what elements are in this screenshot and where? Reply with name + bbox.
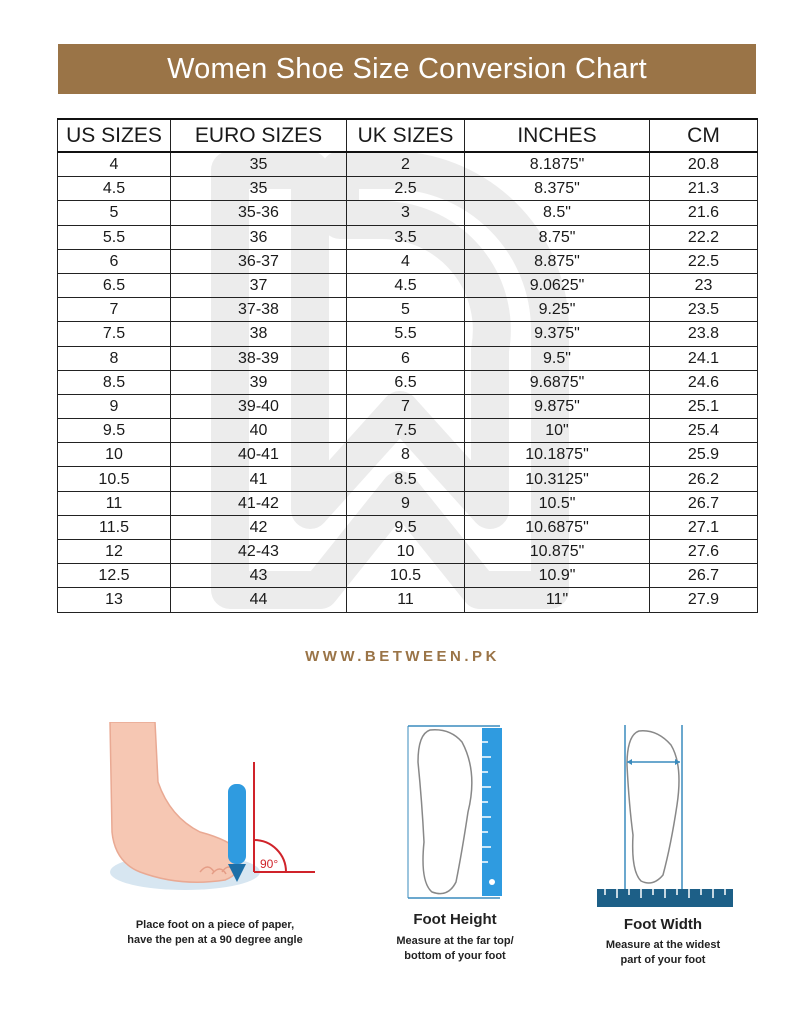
cell-inches: 10.6875" bbox=[465, 515, 650, 539]
cell-euro-size: 41 bbox=[171, 467, 347, 491]
foot-height-title: Foot Height bbox=[413, 911, 497, 928]
cell-inches: 10.5" bbox=[465, 491, 650, 515]
cell-uk-size: 6 bbox=[347, 346, 465, 370]
foot-outline-icon bbox=[418, 730, 472, 894]
cell-cm: 23.8 bbox=[650, 322, 758, 346]
cell-us-size: 11 bbox=[58, 491, 171, 515]
cell-us-size: 13 bbox=[58, 588, 171, 612]
cell-euro-size: 40 bbox=[171, 419, 347, 443]
cell-inches: 10" bbox=[465, 419, 650, 443]
cell-inches: 8.875" bbox=[465, 249, 650, 273]
step2-caption: Measure at the far top/ bottom of your foot bbox=[396, 935, 514, 962]
foot-and-pen-illustration bbox=[100, 722, 320, 902]
cell-cm: 21.3 bbox=[650, 177, 758, 201]
cell-inches: 9.5" bbox=[465, 346, 650, 370]
cell-inches: 9.375" bbox=[465, 322, 650, 346]
table-row bbox=[58, 346, 758, 370]
cell-cm: 22.5 bbox=[650, 249, 758, 273]
cell-uk-size: 9.5 bbox=[347, 515, 465, 539]
cell-uk-size: 4.5 bbox=[347, 273, 465, 297]
cell-cm: 23 bbox=[650, 273, 758, 297]
size-conversion-table bbox=[57, 118, 758, 613]
cell-euro-size: 37 bbox=[171, 273, 347, 297]
table-row bbox=[58, 152, 758, 177]
cell-uk-size: 9 bbox=[347, 491, 465, 515]
cell-euro-size: 44 bbox=[171, 588, 347, 612]
table-row bbox=[58, 394, 758, 418]
cell-uk-size: 11 bbox=[347, 588, 465, 612]
foot-icon bbox=[110, 722, 241, 882]
cell-us-size: 7.5 bbox=[58, 322, 171, 346]
table-row bbox=[58, 564, 758, 588]
cell-cm: 25.4 bbox=[650, 419, 758, 443]
cell-inches: 8.5" bbox=[465, 201, 650, 225]
header-euro-sizes: EURO SIZES bbox=[171, 119, 347, 152]
cell-us-size: 12 bbox=[58, 540, 171, 564]
cell-inches: 8.1875" bbox=[465, 152, 650, 177]
cell-us-size: 10 bbox=[58, 443, 171, 467]
foot-outline-icon bbox=[627, 731, 679, 883]
table-row bbox=[58, 225, 758, 249]
header-cm: CM bbox=[650, 119, 758, 152]
cell-euro-size: 40-41 bbox=[171, 443, 347, 467]
cell-uk-size: 7 bbox=[347, 394, 465, 418]
cell-us-size: 6 bbox=[58, 249, 171, 273]
title-banner bbox=[58, 44, 756, 94]
cell-us-size: 6.5 bbox=[58, 273, 171, 297]
cell-cm: 20.8 bbox=[650, 152, 758, 177]
cell-inches: 11" bbox=[465, 588, 650, 612]
table-row bbox=[58, 419, 758, 443]
foot-height-illustration bbox=[400, 722, 510, 902]
cell-inches: 10.875" bbox=[465, 540, 650, 564]
cell-us-size: 9.5 bbox=[58, 419, 171, 443]
table-row bbox=[58, 273, 758, 297]
cell-cm: 21.6 bbox=[650, 201, 758, 225]
cell-inches: 10.9" bbox=[465, 564, 650, 588]
cell-uk-size: 5.5 bbox=[347, 322, 465, 346]
cell-cm: 23.5 bbox=[650, 298, 758, 322]
cell-cm: 24.1 bbox=[650, 346, 758, 370]
cell-euro-size: 38-39 bbox=[171, 346, 347, 370]
cell-inches: 9.0625" bbox=[465, 273, 650, 297]
header-uk-sizes: UK SIZES bbox=[347, 119, 465, 152]
cell-euro-size: 36 bbox=[171, 225, 347, 249]
website-url: WWW.BETWEEN.PK bbox=[305, 648, 500, 665]
cell-cm: 26.2 bbox=[650, 467, 758, 491]
table-row bbox=[58, 201, 758, 225]
cell-inches: 9.875" bbox=[465, 394, 650, 418]
angle-label: 90° bbox=[260, 857, 279, 871]
cell-inches: 9.6875" bbox=[465, 370, 650, 394]
cell-euro-size: 38 bbox=[171, 322, 347, 346]
cell-euro-size: 35-36 bbox=[171, 201, 347, 225]
cell-euro-size: 35 bbox=[171, 152, 347, 177]
cell-euro-size: 43 bbox=[171, 564, 347, 588]
cell-cm: 26.7 bbox=[650, 564, 758, 588]
ruler-icon bbox=[482, 728, 502, 896]
cell-us-size: 4.5 bbox=[58, 177, 171, 201]
cell-euro-size: 41-42 bbox=[171, 491, 347, 515]
table-row bbox=[58, 177, 758, 201]
table-row bbox=[58, 467, 758, 491]
cell-euro-size: 35 bbox=[171, 177, 347, 201]
cell-cm: 27.6 bbox=[650, 540, 758, 564]
table-row bbox=[58, 249, 758, 273]
cell-uk-size: 8.5 bbox=[347, 467, 465, 491]
step1-caption: Place foot on a piece of paper, have the pen at a 90 degree angle bbox=[127, 919, 303, 946]
cell-uk-size: 4 bbox=[347, 249, 465, 273]
foot-width-title: Foot Width bbox=[623, 916, 703, 933]
cell-us-size: 5.5 bbox=[58, 225, 171, 249]
cell-us-size: 12.5 bbox=[58, 564, 171, 588]
cell-us-size: 8.5 bbox=[58, 370, 171, 394]
cell-inches: 8.75" bbox=[465, 225, 650, 249]
header-inches: INCHES bbox=[465, 119, 650, 152]
cell-uk-size: 6.5 bbox=[347, 370, 465, 394]
cell-us-size: 7 bbox=[58, 298, 171, 322]
cell-euro-size: 36-37 bbox=[171, 249, 347, 273]
table-row bbox=[58, 443, 758, 467]
cell-us-size: 10.5 bbox=[58, 467, 171, 491]
cell-uk-size: 2 bbox=[347, 152, 465, 177]
cell-euro-size: 42 bbox=[171, 515, 347, 539]
cell-cm: 27.1 bbox=[650, 515, 758, 539]
table-row bbox=[58, 322, 758, 346]
cell-us-size: 8 bbox=[58, 346, 171, 370]
cell-us-size: 5 bbox=[58, 201, 171, 225]
cell-euro-size: 37-38 bbox=[171, 298, 347, 322]
cell-cm: 24.6 bbox=[650, 370, 758, 394]
pen-icon bbox=[228, 784, 246, 864]
cell-euro-size: 42-43 bbox=[171, 540, 347, 564]
cell-us-size: 9 bbox=[58, 394, 171, 418]
foot-width-illustration bbox=[595, 725, 735, 907]
cell-uk-size: 7.5 bbox=[347, 419, 465, 443]
step3-caption: Measure at the widest part of your foot bbox=[605, 939, 721, 966]
cell-inches: 10.1875" bbox=[465, 443, 650, 467]
cell-us-size: 4 bbox=[58, 152, 171, 177]
cell-euro-size: 39 bbox=[171, 370, 347, 394]
table-row bbox=[58, 491, 758, 515]
table-row bbox=[58, 370, 758, 394]
cell-euro-size: 39-40 bbox=[171, 394, 347, 418]
cell-inches: 8.375" bbox=[465, 177, 650, 201]
cell-uk-size: 3.5 bbox=[347, 225, 465, 249]
cell-inches: 10.3125" bbox=[465, 467, 650, 491]
table-row bbox=[58, 298, 758, 322]
cell-uk-size: 5 bbox=[347, 298, 465, 322]
table-row bbox=[58, 515, 758, 539]
cell-cm: 22.2 bbox=[650, 225, 758, 249]
cell-inches: 9.25" bbox=[465, 298, 650, 322]
cell-uk-size: 10.5 bbox=[347, 564, 465, 588]
cell-uk-size: 10 bbox=[347, 540, 465, 564]
cell-cm: 26.7 bbox=[650, 491, 758, 515]
cell-uk-size: 3 bbox=[347, 201, 465, 225]
cell-uk-size: 2.5 bbox=[347, 177, 465, 201]
cell-us-size: 11.5 bbox=[58, 515, 171, 539]
header-us-sizes: US SIZES bbox=[58, 119, 171, 152]
cell-cm: 25.1 bbox=[650, 394, 758, 418]
table-row bbox=[58, 588, 758, 612]
table-header-row bbox=[58, 119, 758, 152]
cell-cm: 27.9 bbox=[650, 588, 758, 612]
table-row bbox=[58, 540, 758, 564]
table-body bbox=[58, 152, 758, 612]
cell-uk-size: 8 bbox=[347, 443, 465, 467]
cell-cm: 25.9 bbox=[650, 443, 758, 467]
page-title: Women Shoe Size Conversion Chart bbox=[167, 52, 647, 85]
